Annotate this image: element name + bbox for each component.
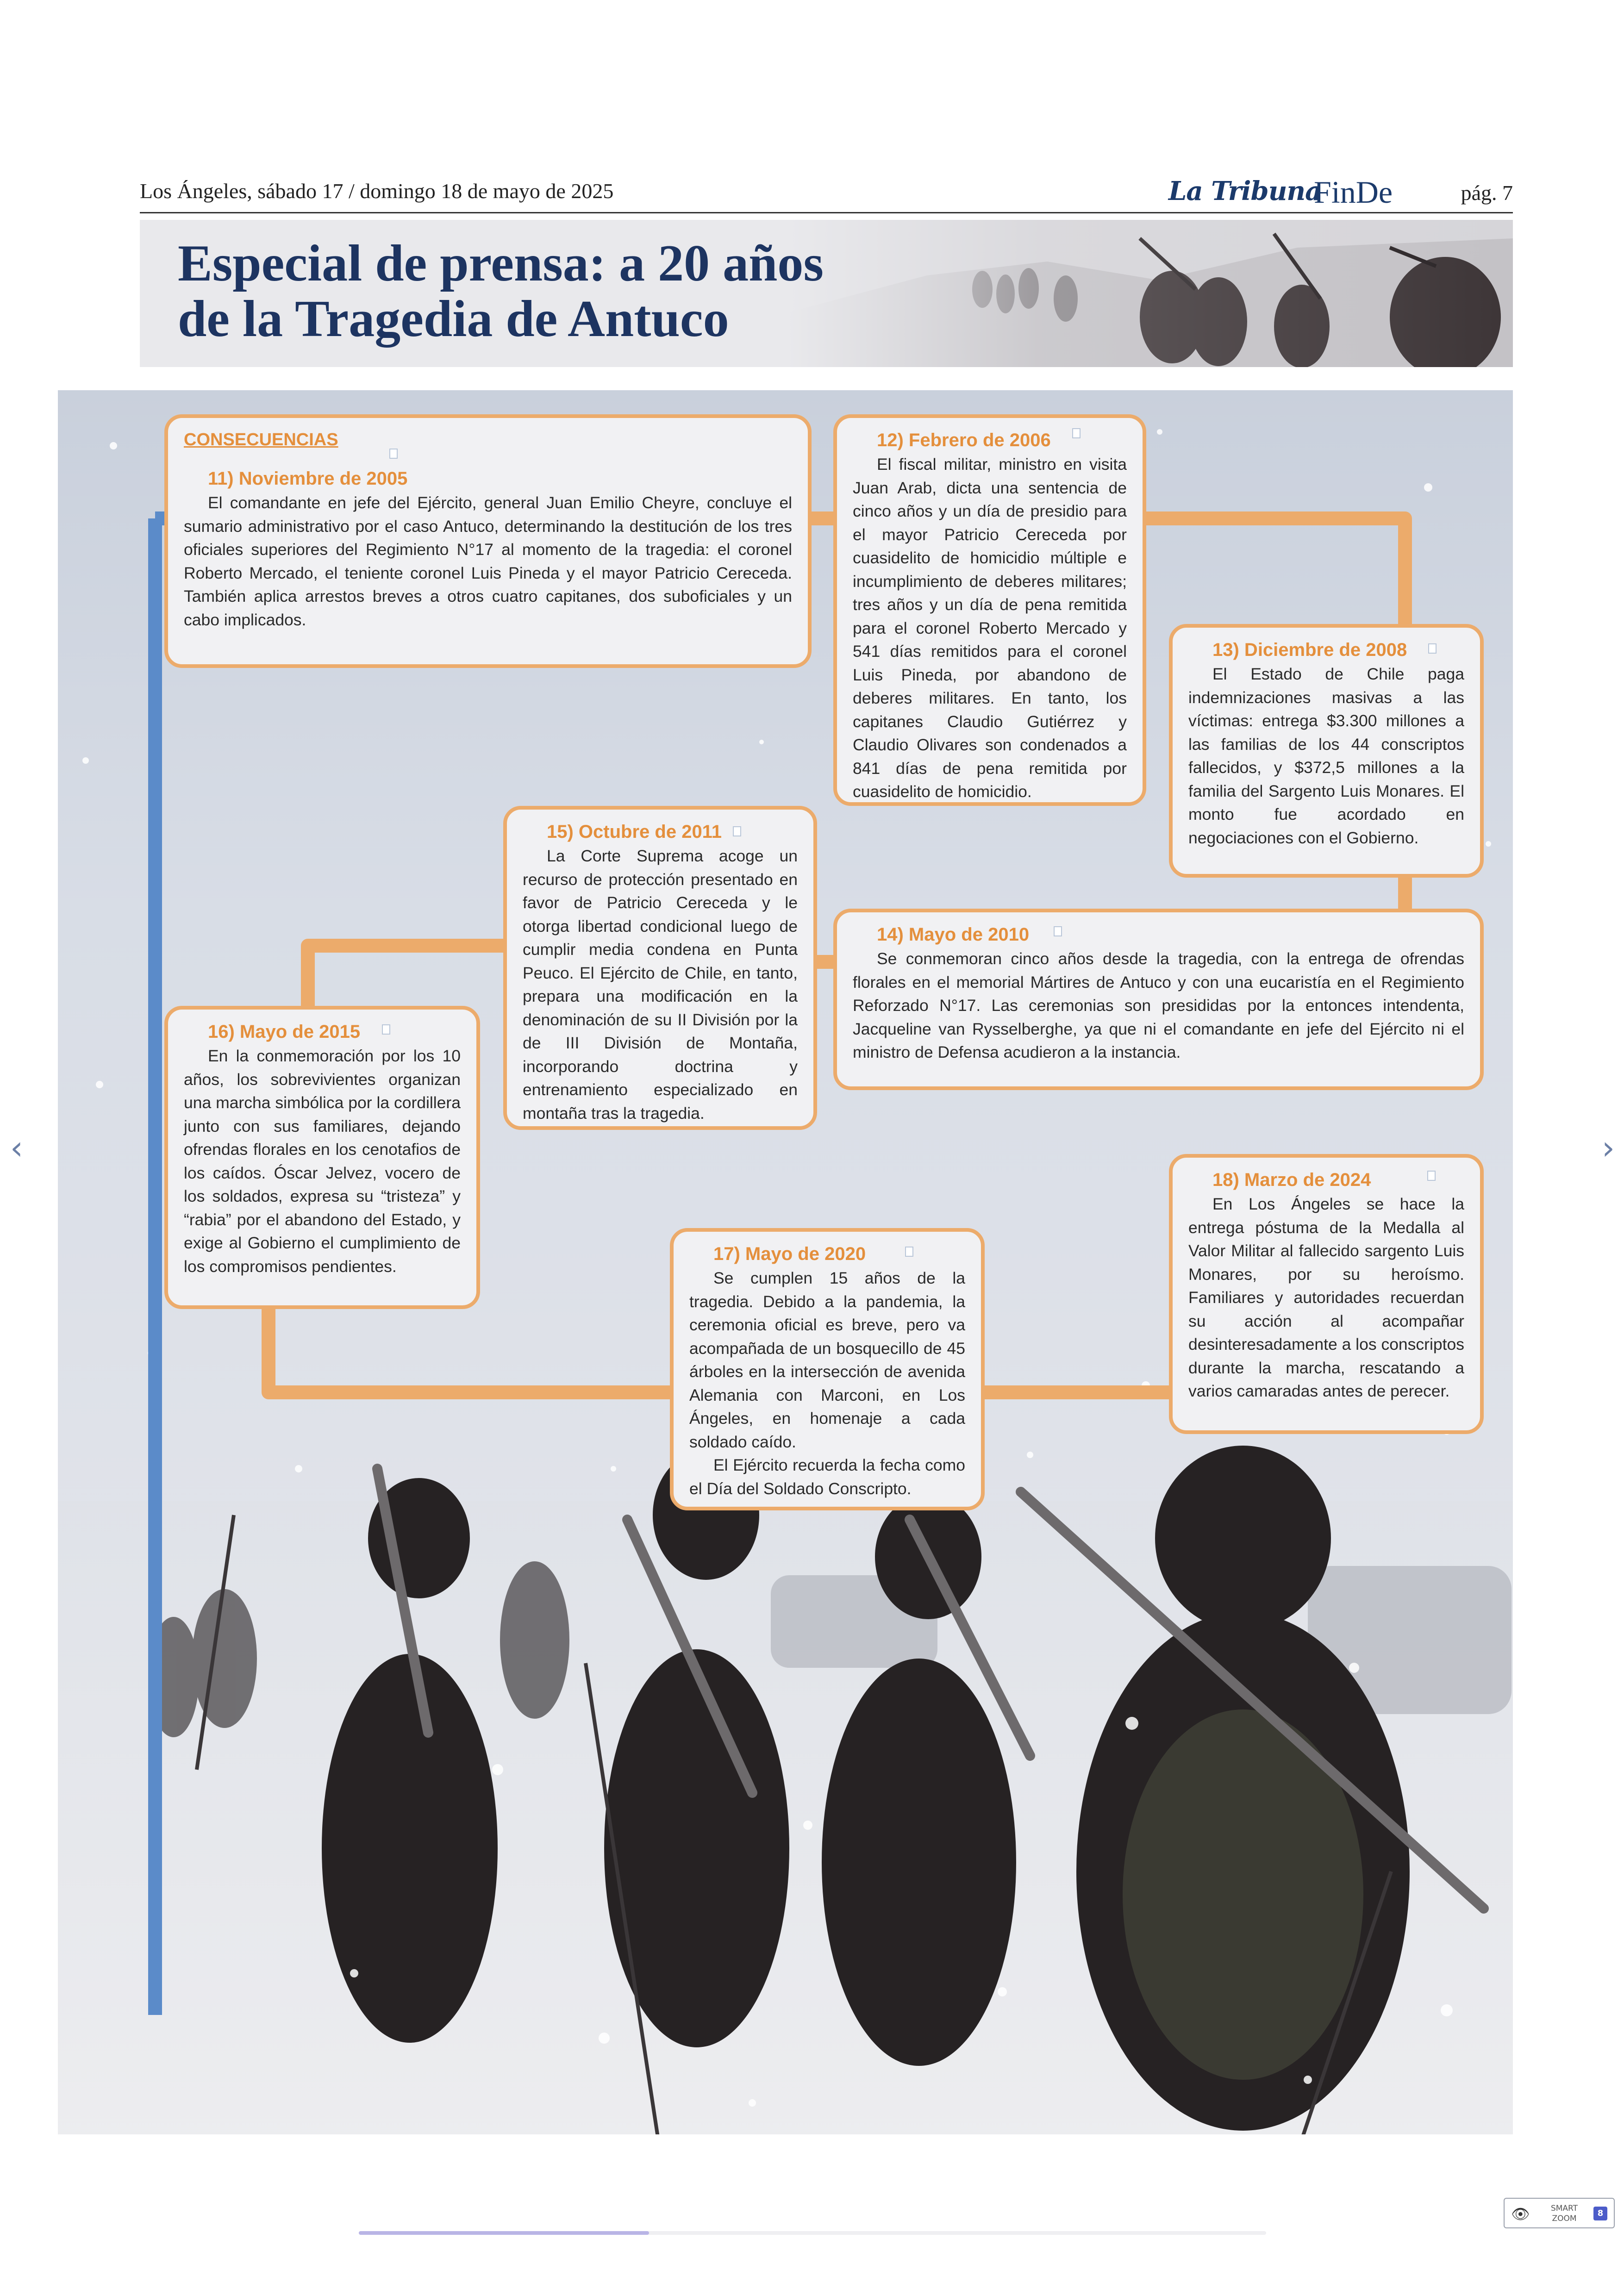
timeline-panel [58, 390, 1513, 2134]
smart-zoom-control[interactable] [1504, 2198, 1615, 2228]
event-card-2020-05 [670, 1228, 985, 1510]
document-icon [389, 449, 398, 459]
event-text-extra: El Ejército recuerda la fecha como el Día del Soldado Conscripto. [689, 1456, 965, 1498]
event-heading: 14) Mayo de 2010 [877, 924, 1030, 945]
section-name: FinDe [1314, 175, 1393, 210]
event-text: El fiscal militar, ministro en visita Juan Arab, dicta una sentencia de cinco años y un día de presidio para el mayor Patricio Cereceda por cuasidelito de homicidio múltiple e incumplimiento de deberes militares; tres años y un día de pena remitida para el coronel Roberto Mercado y 541 días remitidos para el coronel Luis Pineda, por abandono de deberes militares. En tanto, los capitanes Claudio Gutiérrez y Claudio Olivares son condenados a 841 días de pena remitida por cuasidelito de homicidio. [853, 455, 1127, 801]
section-label: CONSECUENCIAS [184, 430, 338, 449]
event-card-2008-12 [1169, 624, 1484, 878]
banner-title [178, 236, 824, 347]
event-heading: 13) Diciembre de 2008 [1212, 640, 1407, 660]
event-text: En la conmemoración por los 10 años, los sobrevivientes organizan una marcha simbólica por la cordillera junto con sus familiares, dejando ofrendas florales en los cenotafios de los caídos. Óscar Jelvez, vocero de los soldados, expresa su “tristeza” y “rabia” por el abandono del Estado, y exige al Gobierno el cumplimiento de los compromisos pendientes. [184, 1047, 461, 1276]
event-card-2015-05 [164, 1006, 480, 1309]
smart-zoom-label: SMART ZOOM [1550, 2204, 1578, 2223]
event-heading: 12) Febrero de 2006 [877, 430, 1051, 450]
page-scroll-bar[interactable] [359, 2231, 1266, 2235]
document-icon [1428, 643, 1437, 654]
event-heading: 15) Octubre de 2011 [547, 822, 722, 842]
newspaper-logo: La Tribuna [1168, 176, 1322, 206]
banner-photo [788, 220, 1513, 367]
page-scroll-thumb[interactable] [359, 2231, 649, 2235]
event-heading: 16) Mayo de 2015 [208, 1022, 361, 1042]
page-number: pág. 7 [1461, 181, 1513, 205]
event-card-2006-02 [833, 414, 1146, 806]
event-card-2010-05 [833, 909, 1484, 1090]
page-header [140, 176, 1513, 213]
event-text: Se conmemoran cinco años desde la tragedia, con la entrega de ofrendas florales en el memorial Mártires de Antuco y con una eucaristía en el Regimiento Reforzado N°17. Las ceremonias son presididas por la entonces intendenta, Jacqueline van Rysselberghe, ya que ni el comandante en jefe del Ejército ni el ministro de Defensa acudieron a la instancia. [853, 949, 1464, 1061]
chevron-left-icon[interactable]: ‹ [10, 1129, 23, 1167]
issue-date: Los Ángeles, sábado 17 / domingo 18 de mayo de 2025 [140, 179, 614, 203]
event-heading: 18) Marzo de 2024 [1212, 1170, 1371, 1190]
event-card-2005-11 [164, 414, 812, 668]
eye-icon: 👁 [1511, 2205, 1530, 2223]
document-icon [905, 1247, 913, 1257]
document-icon [1427, 1171, 1436, 1181]
banner-title-line2: de la Tragedia de Antuco [178, 290, 729, 348]
document-icon [1072, 428, 1081, 438]
event-heading: 11) Noviembre de 2005 [208, 468, 408, 489]
document-icon [382, 1024, 390, 1035]
document-icon [1054, 926, 1062, 936]
event-card-2024-03 [1169, 1154, 1484, 1434]
event-heading: 17) Mayo de 2020 [713, 1244, 866, 1264]
event-text: La Corte Suprema acoge un recurso de protección presentado en favor de Patricio Cereceda y le otorga libertad condicional luego de cumplir media condena en Punta Peuco. El Ejército de Chile, en tanto, prepara una modificación en la denominación de su II División por la de III División de Montaña, incorporando doctrina y entrenamiento especializado en montaña tras la tragedia. [523, 847, 798, 1123]
special-banner [140, 220, 1513, 367]
header-divider [140, 212, 1513, 213]
event-text: El Estado de Chile paga indemnizaciones masivas a las víctimas: entrega $3.300 millones a las familias de los 44 conscriptos fallecidos, y $372,5 millones a la familia del Sargento Luis Monares. El monto fue acordado en negociaciones con el Gobierno. [1188, 665, 1464, 847]
event-text: En Los Ángeles se hace la entrega póstuma de la Medalla al Valor Militar al fallecido sargento Luis Monares, por su heroísmo. Familiares y autoridades recuerdan su acción al acompañar desinteresadamente a los conscriptos durante la marcha, rescatando a varios camaradas antes de perecer. [1188, 1195, 1464, 1400]
banner-title-line1: Especial de prensa: a 20 años [178, 235, 824, 292]
event-text: Se cumplen 15 años de la tragedia. Debido a la pandemia, la ceremonia oficial es breve, pero va acompañada de un bosquecillo de 45 árboles en la intersección de avenida Alemania con Marconi, en Los Ángeles, en homenaje a cada soldado caído. [689, 1269, 965, 1451]
smart-zoom-toggle[interactable]: 8 [1593, 2207, 1607, 2220]
document-icon [733, 826, 741, 836]
event-card-2011-10 [503, 806, 817, 1130]
chevron-right-icon[interactable]: › [1602, 1129, 1615, 1167]
event-text: El comandante en jefe del Ejército, general Juan Emilio Cheyre, concluye el sumario administrativo por el caso Antuco, determinando la destitución de los tres oficiales superiores del Regimiento N°17 al momento de la tragedia: el coronel Roberto Mercado, el teniente coronel Luis Pineda y el mayor Patricio Cereceda. También aplica arrestos breves a otros cuatro capitanes, dos suboficiales y un cabo implicados. [184, 493, 792, 629]
